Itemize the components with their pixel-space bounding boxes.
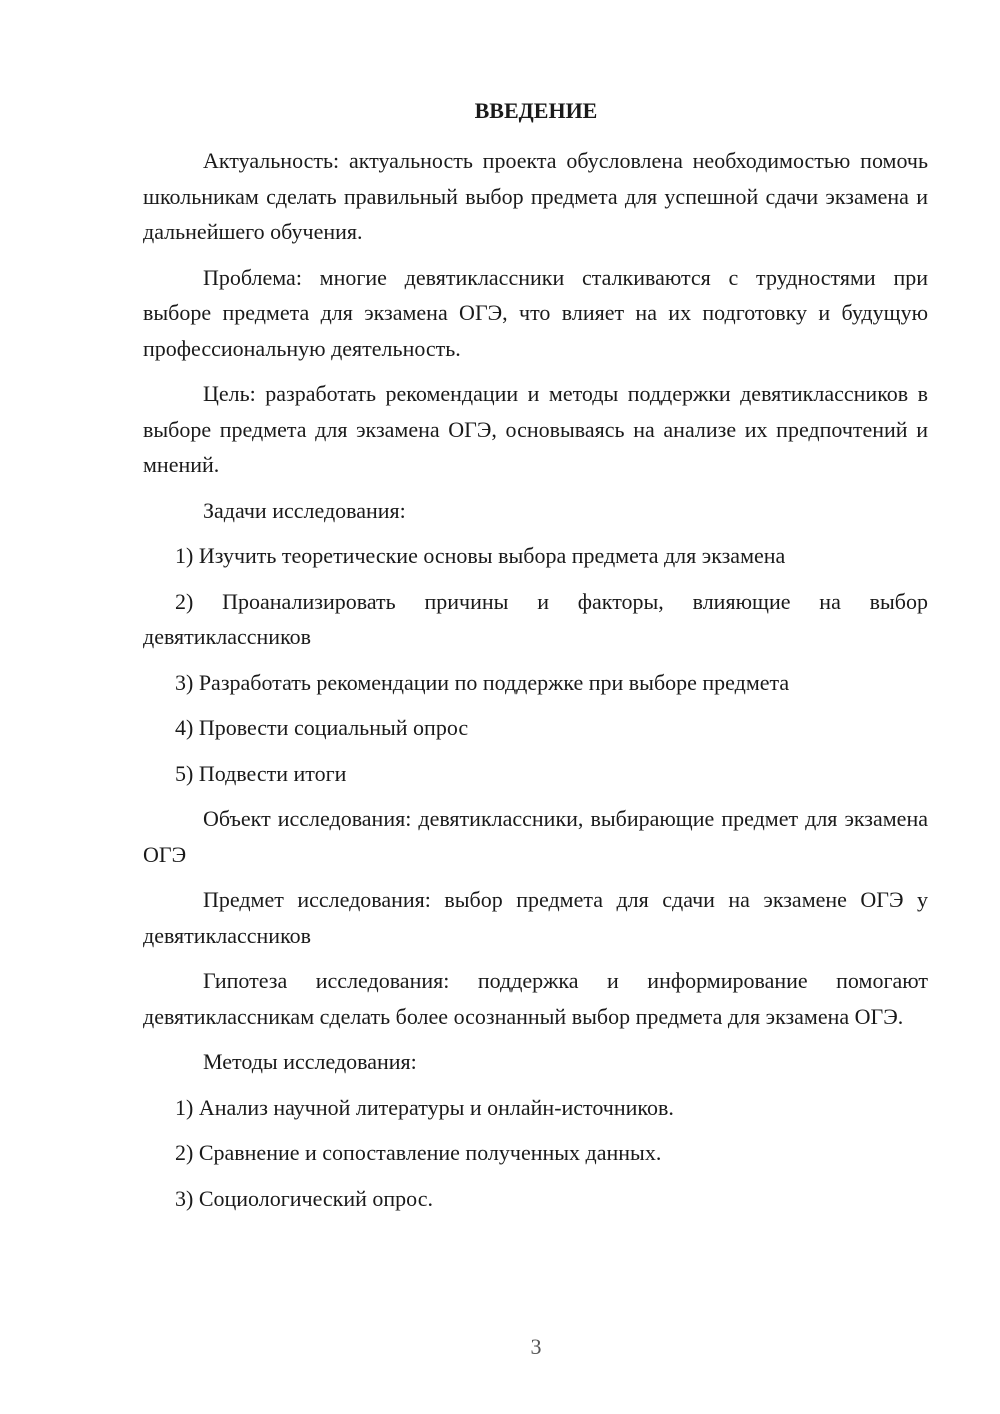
method-item-3: 3) Социологический опрос. <box>175 1185 433 1211</box>
subject-paragraph: Предмет исследования: выбор предмета для сдачи на экзамене ОГЭ у девятиклассников <box>143 887 928 948</box>
object-paragraph: Объект исследования: девятиклассники, выбирающие предмет для экзамена ОГЭ <box>143 806 928 867</box>
method-item-2: 2) Сравнение и сопоставление полученных данных. <box>175 1140 662 1165</box>
task-item-1: 1) Изучить теоретические основы выбора предмета для экзамена <box>175 543 786 568</box>
section-heading: ВВЕДЕНИЕ <box>474 98 598 123</box>
task-item-5: 5) Подвести итоги <box>175 760 347 786</box>
goal-paragraph: Цель: разработать рекомендации и методы поддержки девятиклассников в выборе предмета для экзамена ОГЭ, основываясь на анализе их предпочтений и мнений. <box>143 381 928 477</box>
problem-paragraph: Проблема: многие девятиклассники сталкиваются с трудностями при выборе предмета для экзамена ОГЭ, что влияет на их подготовку и будущую профессиональную деятельность. <box>143 264 928 361</box>
task-item-3: 3) Разработать рекомендации по поддержке при выборе предмета <box>175 669 790 695</box>
hypothesis-paragraph: Гипотеза исследования: поддержка и информирование помогают девятиклассникам сделать более осознанный выбор предмета для экзамена ОГЭ. <box>143 968 928 1029</box>
page-number: 3 <box>530 1334 542 1359</box>
task-item-4: 4) Провести социальный опрос <box>175 715 469 740</box>
relevance-paragraph: Актуальность: актуальность проекта обусловлена необходимостью помочь школьникам сделать правильный выбор предмета для успешной сдачи экзамена и дальнейшего обучения. <box>143 148 928 244</box>
tasks-title: Задачи исследования: <box>203 497 406 523</box>
task-item-2: 2) Проанализировать причины и факторы, влияющие на выбор девятиклассников <box>143 588 928 649</box>
document-body <box>143 143 928 1226</box>
method-item-1: 1) Анализ научной литературы и онлайн-источников. <box>175 1094 674 1120</box>
methods-title: Методы исследования: <box>203 1049 417 1074</box>
